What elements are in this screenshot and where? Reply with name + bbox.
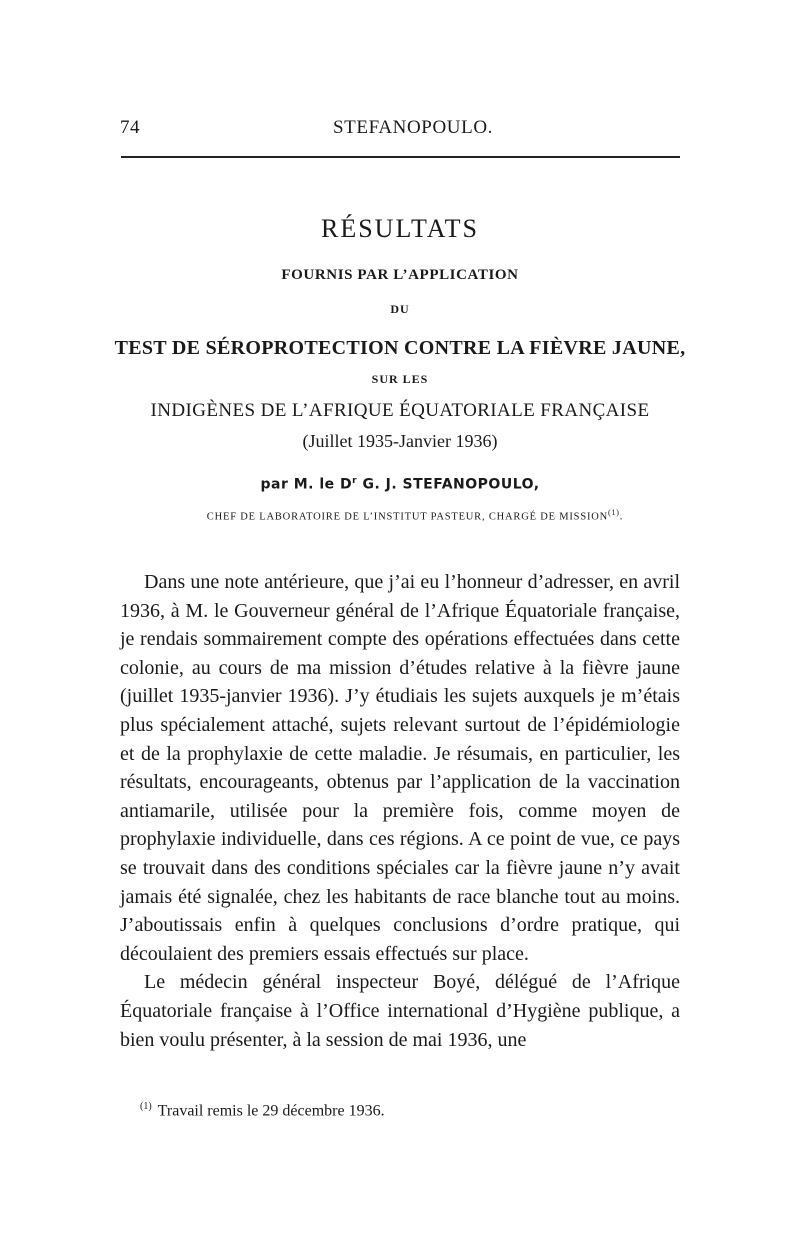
- affiliation-note-mark: (1): [608, 507, 620, 517]
- header-rule: [121, 156, 680, 158]
- affiliation-text: CHEF DE LABORATOIRE DE L’INSTITUT PASTEUR, CHARGÉ DE MISSION: [206, 511, 609, 523]
- author-prefix: par M. le D: [260, 476, 353, 493]
- paragraph: Dans une note antérieure, que j’ai eu l’honneur d’adresser, en avril 1936, à M. le Gouverneur général de l’Afrique Équatoriale française, je rendais sommairement compte des opérations effectuées dans cette colonie, au cours de ma mission d’études relative à la fièvre jaune (juillet 1935-janvier 1936). J’y étudiais les sujets auxquels je m’étais plus spécialement attaché, sujets relevant surtout de l’épidémiologie et de la prophylaxie de cette maladie. Je résumais, en particulier, les résultats, encourageants, obtenus par l’application de la vaccination antiamarile, utilisée pour la première fois, comme moyen de prophylaxie individuelle, dans ces régions. A ce point de vue, ce pays se trouvait dans des conditions spéciales car la fièvre jaune n’y avait jamais été signalée, chez les habitants de race blanche tout au moins. J’aboutissais enfin à quelques conclusions d’ordre pratique, qui découlaient des premiers essais effectués sur place.: [120, 571, 680, 965]
- title-du: DU: [390, 302, 410, 316]
- footnote-mark: (1): [140, 1101, 152, 1112]
- author-name: G. J. STEFANOPOULO,: [357, 476, 540, 493]
- page-number: 74: [120, 117, 140, 138]
- running-title: STEFANOPOULO.: [333, 117, 493, 138]
- running-head: [120, 117, 680, 143]
- title-resultats: RÉSULTATS: [321, 214, 479, 243]
- title-fournis: FOURNIS PAR L’APPLICATION: [281, 267, 519, 283]
- article-title-block: [110, 213, 690, 525]
- paragraph: Le médecin général inspecteur Boyé, délégué de l’Afrique Équatoriale française à l’Office international d’Hygiène publique, a bien voulu présenter, à la session de mai 1936, une: [120, 971, 680, 1051]
- author-affiliation: [110, 505, 690, 526]
- author-sup: r: [352, 476, 358, 486]
- title-main: TEST DE SÉROPROTECTION CONTRE LA FIÈVRE JAUNE,: [114, 337, 686, 359]
- author-line: [110, 471, 690, 495]
- footnote: [140, 1096, 680, 1122]
- title-sur-les: SUR LES: [371, 372, 429, 386]
- title-indigenes: INDIGÈNES DE L’AFRIQUE ÉQUATORIALE FRANÇAISE: [150, 400, 650, 421]
- affiliation-end: .: [619, 511, 624, 523]
- footnote-text: Travail remis le 29 décembre 1936.: [157, 1102, 385, 1120]
- body-text: [120, 568, 680, 1054]
- title-dates: (Juillet 1935-Janvier 1936): [302, 431, 498, 451]
